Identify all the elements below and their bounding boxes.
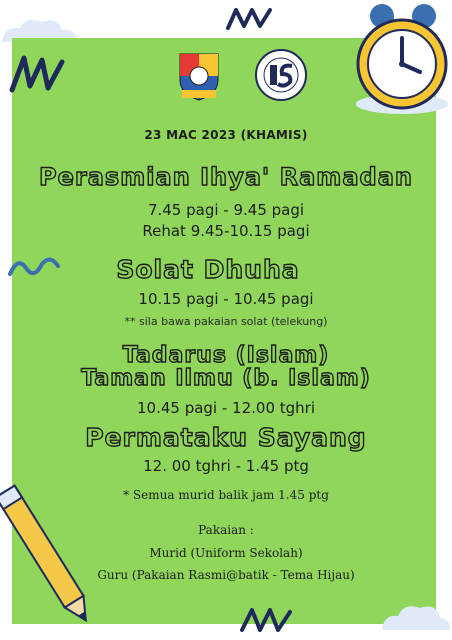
event-note: ** sila bawa pakaian solat (telekung) (124, 315, 328, 328)
pencil-icon (0, 470, 90, 640)
event-title-tadarus: Tadarus (Islam) (122, 343, 330, 368)
school-logo (176, 50, 222, 102)
cloud-icon (380, 596, 452, 632)
attire-heading: Pakaian : (198, 523, 254, 537)
event-time: 7.45 pagi - 9.45 pagi (147, 201, 305, 219)
event-title-taman-ilmu: Taman Ilmu (b. Islam) (81, 366, 371, 391)
attire-students: Murid (Uniform Sekolah) (149, 546, 303, 560)
prefect-board-logo (254, 48, 308, 102)
event-time: Rehat 9.45-10.15 pagi (142, 222, 310, 240)
event-title-solat-dhuha: Solat Dhuha (116, 255, 300, 284)
squiggle-icon (224, 4, 276, 34)
event-date: 23 MAC 2023 (KHAMIS) (144, 128, 308, 142)
attire-teachers: Guru (Pakaian Rasmi@batik - Tema Hijau) (97, 568, 355, 582)
event-title-permataku-sayang: Permataku Sayang (85, 423, 367, 452)
squiggle-icon (8, 50, 68, 100)
squiggle-icon (238, 604, 298, 636)
dismissal-note: * Semua murid balik jam 1.45 ptg (123, 488, 329, 502)
event-title-ihya-ramadan: Perasmian Ihya' Ramadan (39, 163, 413, 191)
event-time: 12. 00 tghri - 1.45 ptg (143, 457, 309, 475)
event-time: 10.15 pagi - 10.45 pagi (138, 290, 314, 308)
event-time: 10.45 pagi - 12.00 tghri (136, 399, 315, 417)
alarm-clock-icon (352, 0, 452, 120)
